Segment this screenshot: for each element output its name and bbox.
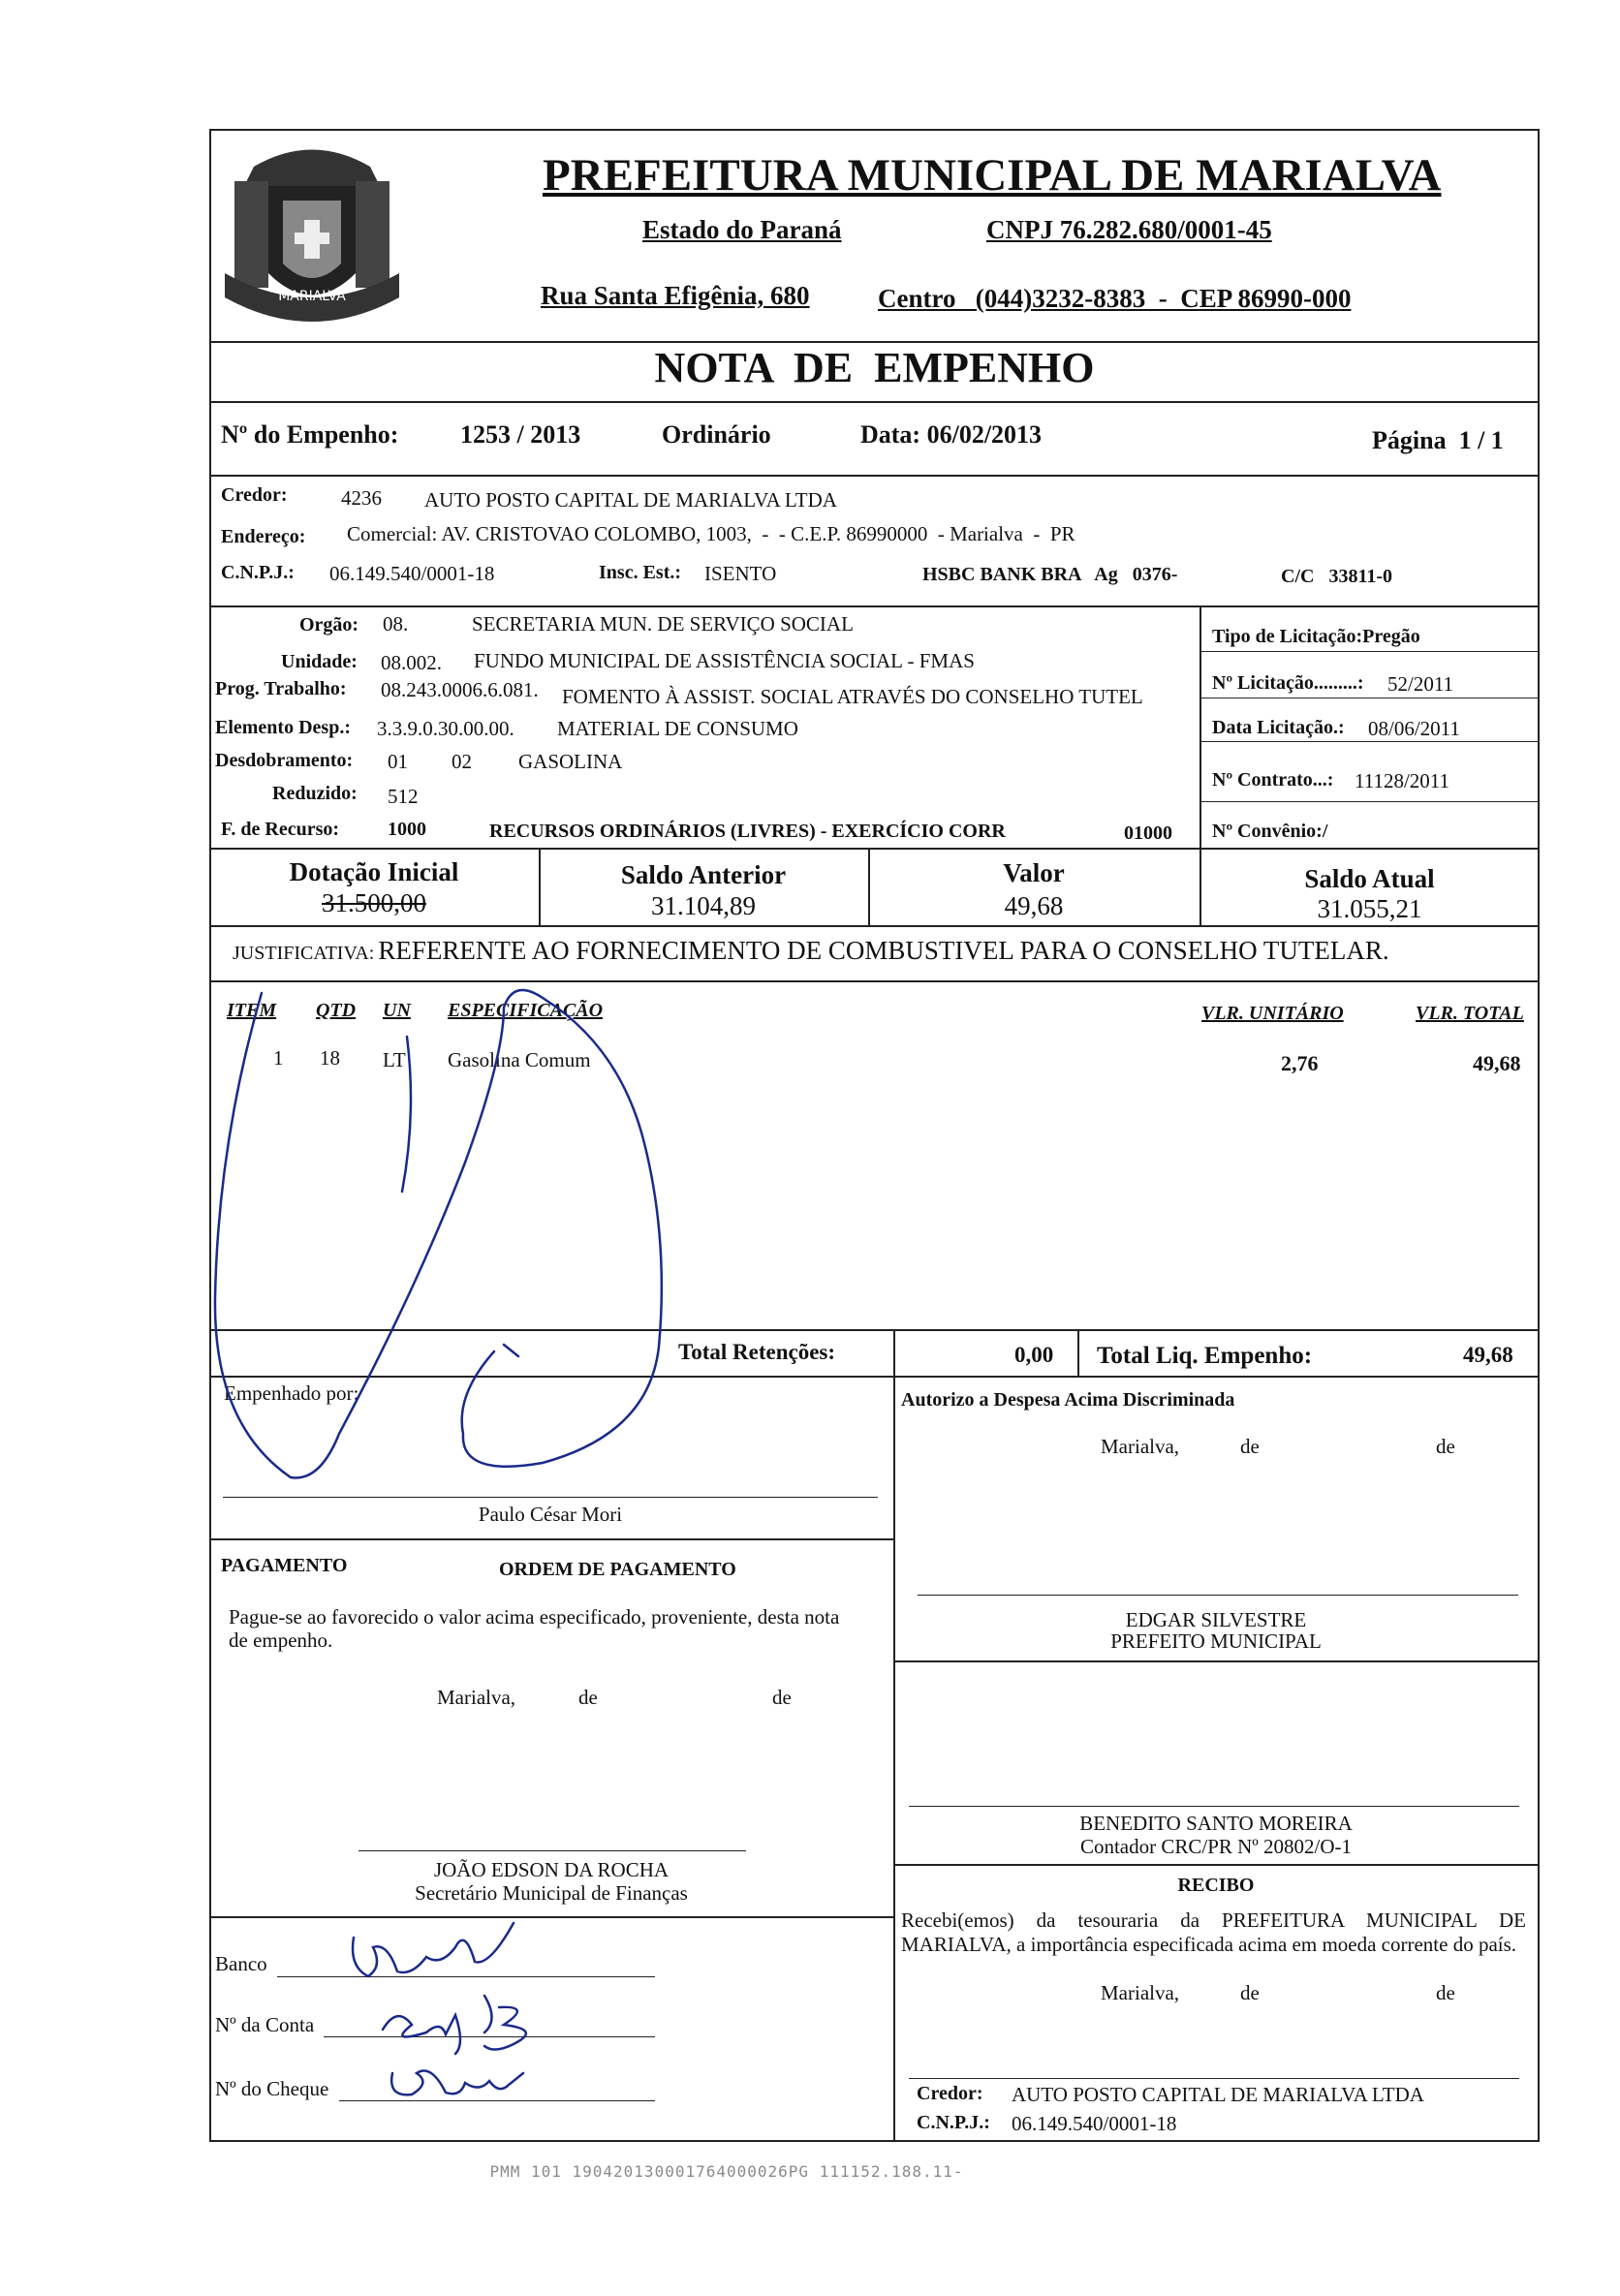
empenhado-label: Empenhado por: [224, 1381, 359, 1405]
col-item: ITEM [227, 1000, 277, 1021]
recurso-code: 1000 [388, 819, 426, 840]
secretario-name: JOÃO EDSON DA ROCHA [433, 1858, 670, 1881]
doc-title: NOTA DE EMPENHO [654, 344, 1095, 391]
pagamento-text: Pague-se ao favorecido o valor acima especificado, proveniente, desta nota de empenho. [229, 1605, 840, 1652]
valor-value: 49,68 [1004, 891, 1064, 920]
orgao-label: Orgão: [299, 614, 359, 636]
pagamento-de1: de [578, 1686, 598, 1709]
row-un: LT [383, 1048, 406, 1071]
col-vlr-total: VLR. TOTAL [1416, 1003, 1524, 1024]
ordem-pagamento-label: ORDEM DE PAGAMENTO [499, 1559, 736, 1580]
elemento-name: MATERIAL DE CONSUMO [557, 717, 798, 740]
licitacao-data-label: Data Licitação.: [1212, 717, 1345, 738]
header-cnpj: CNPJ 76.282.680/0001-45 [986, 215, 1272, 244]
row-spec: Gasolina Comum [448, 1048, 591, 1071]
pagamento-de2: de [772, 1686, 792, 1709]
row-qtd: 18 [320, 1046, 340, 1070]
bank-value: HSBC BANK BRA Ag 0376- [922, 564, 1178, 585]
recibo-cnpj: 06.149.540/0001-18 [1012, 2112, 1177, 2135]
prog-name: FOMENTO À ASSIST. SOCIAL ATRAVÉS DO CONSELHO TUTEL [562, 685, 1143, 708]
recibo-cnpj-label: C.N.P.J.: [917, 2112, 990, 2133]
pagamento-place: Marialva, [437, 1686, 516, 1709]
empenho-date: Data: 06/02/2013 [860, 420, 1043, 449]
prefeito-name: EDGAR SILVESTRE [1125, 1608, 1307, 1631]
col-un: UN [383, 1000, 411, 1021]
licitacao-data: 08/06/2011 [1368, 717, 1460, 740]
retencoes-label: Total Retenções: [678, 1340, 836, 1364]
reduzido-label: Reduzido: [272, 783, 358, 804]
saldo-atual-label: Saldo Atual [1304, 864, 1435, 893]
empenhado-signer: Paulo César Mori [478, 1503, 623, 1526]
unidade-code: 08.002. [381, 651, 442, 674]
col-especificacao: ESPECIFICAÇÃO [448, 1000, 604, 1021]
header-address: Rua Santa Efigênia, 680 [541, 281, 810, 310]
row-total-value: 49,68 [1473, 1051, 1521, 1075]
conta-label: Nº da Conta [215, 2013, 315, 2036]
autorizo-place: Marialva, [1101, 1435, 1180, 1458]
empenho-number: 1253 / 2013 [460, 420, 581, 449]
justificativa-label: JUSTIFICATIVA: [233, 943, 375, 964]
col-qtd: QTD [316, 1000, 357, 1021]
recibo-place: Marialva, [1101, 1981, 1180, 2004]
cheque-label: Nº do Cheque [215, 2077, 329, 2100]
empenho-label: Nº do Empenho: [221, 420, 399, 449]
recibo-text: Recebi(emos) da tesouraria da PREFEITURA MUNICIPAL DE MARIALVA, a importância especificada acima em moeda corrente do país. [901, 1908, 1526, 1956]
recurso-num: 01000 [1124, 822, 1172, 844]
insc-label: Insc. Est.: [599, 562, 682, 583]
row-unit-value: 2,76 [1281, 1051, 1319, 1075]
col-vlr-unitario: VLR. UNITÁRIO [1201, 1003, 1344, 1024]
elemento-code: 3.3.9.0.30.00.00. [377, 717, 514, 740]
header-title: PREFEITURA MUNICIPAL DE MARIALVA [543, 150, 1442, 201]
recurso-label: F. de Recurso: [221, 819, 340, 840]
pagamento-label: PAGAMENTO [221, 1555, 348, 1576]
prefeito-role: PREFEITO MUNICIPAL [1110, 1629, 1322, 1653]
prog-code: 08.243.0006.6.081. [381, 678, 539, 701]
insc-value: ISENTO [704, 562, 777, 585]
credor-label: Credor: [221, 484, 288, 506]
valor-label: Valor [1003, 858, 1065, 887]
cnpj-label: C.N.P.J.: [221, 562, 295, 583]
recibo-title: RECIBO [1177, 1875, 1255, 1896]
empenho-type: Ordinário [662, 420, 771, 449]
recibo-credor: AUTO POSTO CAPITAL DE MARIALVA LTDA [1012, 2083, 1424, 2106]
credor-name: AUTO POSTO CAPITAL DE MARIALVA LTDA [424, 488, 837, 512]
credor-code: 4236 [341, 486, 382, 510]
secretario-role: Secretário Municipal de Finanças [415, 1881, 688, 1905]
desdobramento-code1: 01 [388, 750, 408, 773]
unidade-label: Unidade: [281, 651, 358, 672]
autorizo-de1: de [1240, 1435, 1260, 1458]
unidade-name: FUNDO MUNICIPAL DE ASSISTÊNCIA SOCIAL - FMAS [474, 649, 975, 672]
saldo-anterior-value: 31.104,89 [651, 891, 756, 920]
endereco-label: Endereço: [221, 526, 306, 547]
prog-label: Prog. Trabalho: [215, 678, 347, 699]
reduzido-value: 512 [388, 785, 419, 808]
liquido-value: 49,68 [1463, 1343, 1513, 1367]
header-state: Estado do Paraná [642, 215, 842, 244]
recibo-de1: de [1240, 1981, 1260, 2004]
licitacao-numero: 52/2011 [1387, 672, 1454, 696]
retencoes-value: 0,00 [1014, 1343, 1054, 1367]
contrato-value: 11128/2011 [1355, 769, 1449, 792]
liquido-label: Total Liq. Empenho: [1097, 1343, 1313, 1369]
cc-value: C/C 33811-0 [1281, 566, 1392, 587]
contador-name: BENEDITO SANTO MOREIRA [1079, 1812, 1353, 1835]
convenio-label: Nº Convênio:/ [1212, 821, 1328, 842]
desdobramento-code2: 02 [452, 750, 472, 773]
saldo-atual-value: 31.055,21 [1317, 894, 1422, 923]
endereco-value: Comercial: AV. CRISTOVAO COLOMBO, 1003, - - C.E.P. 86990000 - Marialva - PR [347, 522, 1075, 545]
dotacao-value: 31.500,00 [322, 888, 426, 917]
banco-label: Banco [215, 1952, 267, 1975]
saldo-anterior-label: Saldo Anterior [620, 860, 787, 889]
row-item: 1 [273, 1046, 284, 1070]
licitacao-tipo: Tipo de Licitação:Pregão [1212, 626, 1420, 647]
elemento-label: Elemento Desp.: [215, 717, 351, 738]
desdobramento-label: Desdobramento: [215, 750, 354, 771]
recurso-name: RECURSOS ORDINÁRIOS (LIVRES) - EXERCÍCIO CORR [489, 821, 1006, 842]
autorizo-label: Autorizo a Despesa Acima Discriminada [901, 1389, 1235, 1411]
dotacao-label: Dotação Inicial [289, 857, 459, 886]
justificativa-text: REFERENTE AO FORNECIMENTO DE COMBUSTIVEL PARA O CONSELHO TUTELAR. [378, 936, 1389, 965]
contador-role: Contador CRC/PR Nº 20802/O-1 [1079, 1835, 1353, 1858]
desdobramento-name: GASOLINA [518, 750, 623, 773]
recibo-credor-label: Credor: [917, 2083, 983, 2104]
licitacao-numero-label: Nº Licitação.........: [1212, 672, 1364, 694]
seal-label: MARIALVA [278, 289, 346, 304]
cnpj-value: 06.149.540/0001-18 [329, 562, 495, 585]
empenho-page: Página 1 / 1 [1372, 426, 1504, 454]
recibo-de2: de [1436, 1981, 1455, 2004]
orgao-code: 08. [383, 612, 409, 636]
autorizo-de2: de [1436, 1435, 1455, 1458]
contrato-label: Nº Contrato...: [1212, 769, 1334, 791]
footer-code: PMM 101 190420130001764000026PG 111152.188.11- [489, 2162, 964, 2181]
orgao-name: SECRETARIA MUN. DE SERVIÇO SOCIAL [472, 612, 854, 636]
header-contact: Centro (044)3232-8383 - CEP 86990-000 [878, 284, 1352, 313]
